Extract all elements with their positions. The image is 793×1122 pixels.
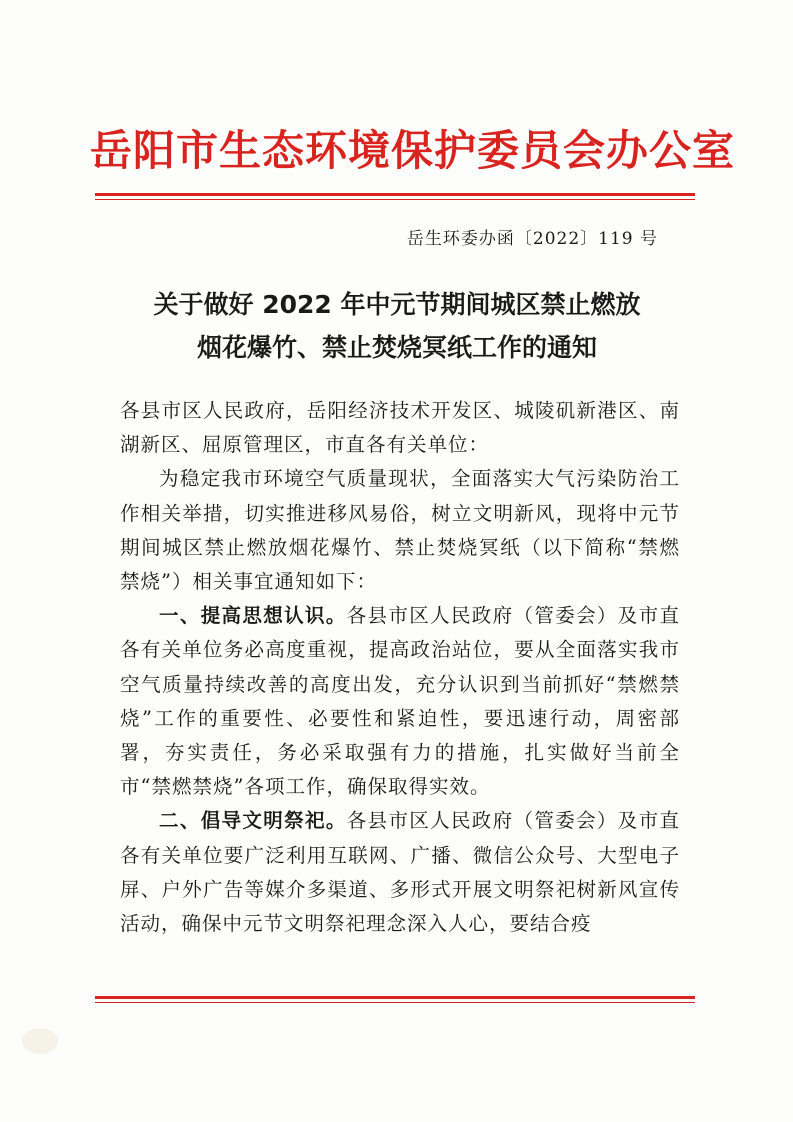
intro-paragraph: 为稳定我市环境空气质量现状，全面落实大气污染防治工作相关举措，切实推进移风易俗，树立文明新风，现将中元节期间城区禁止燃放烟花爆竹、禁止焚烧冥纸（以下简称“禁燃禁烧”）相关事宜通知如下： — [120, 467, 680, 594]
paper-stain — [22, 1028, 58, 1054]
section-2-paragraph — [120, 804, 680, 941]
document-number: 岳生环委办函〔2022〕119 号 — [406, 229, 658, 249]
document-body — [120, 394, 680, 941]
section-1-heading: 一、提高思想认识。 — [159, 604, 347, 628]
document-title — [100, 283, 694, 369]
document-title-line-1: 关于做好 2022 年中元节期间城区禁止燃放 — [153, 290, 641, 319]
header-divider-thick — [95, 193, 695, 196]
section-1-text: 各县市区人民政府（管委会）及市直各有关单位务必高度重视，提高政治站位，要从全面落实我市空气质量持续改善的高度出发，充分认识到当前抓好“禁燃禁烧”工作的重要性、必要性和紧迫性，要迅速行动，周密部署，夯实责任，务必采取强有力的措施，扎实做好当前全市“禁燃禁烧”各项工作，确保取得实效。 — [120, 604, 680, 799]
footer-divider-thick — [95, 996, 695, 999]
issuing-office-header: 岳阳市生态环境保护委员会办公室 — [90, 126, 736, 175]
section-1-paragraph — [120, 599, 680, 804]
header-divider — [95, 193, 695, 200]
document-title-line-2: 烟花爆竹、禁止焚烧冥纸工作的通知 — [196, 333, 597, 362]
section-2-heading: 二、倡导文明祭祀。 — [159, 809, 347, 833]
footer-divider-thin — [95, 1002, 695, 1003]
header-divider-thin — [95, 199, 695, 200]
addressee-paragraph: 各县市区人民政府，岳阳经济技术开发区、城陵矶新港区、南湖新区、屈原管理区，市直各有关单位： — [120, 399, 680, 457]
section-2-text: 各县市区人民政府（管委会）及市直各有关单位要广泛利用互联网、广播、微信公众号、大型电子屏、户外广告等媒介多渠道、多形式开展文明祭祀树新风宣传活动，确保中元节文明祭祀理念深入人心，要结合疫 — [120, 809, 680, 936]
footer-divider — [95, 996, 695, 1003]
